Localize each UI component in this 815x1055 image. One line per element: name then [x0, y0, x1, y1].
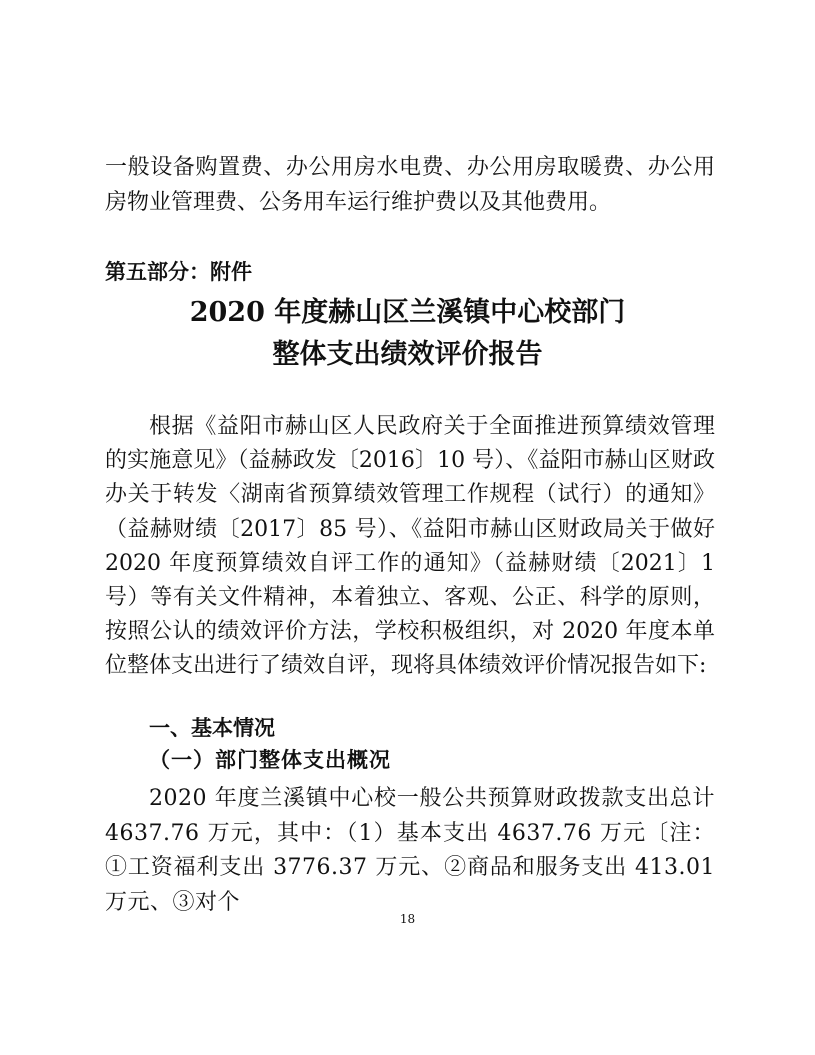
basis-paragraph: 根据《益阳市赫山区人民政府关于全面推进预算绩效管理的实施意见》（益赫政发〔2016〕10 号）、《益阳市赫山区财政办关于转发〈湖南省预算绩效管理工作规程（试行）的通知》（益赫财绩〔2017〕85 号）、《益阳市赫山区财政局关于做好 2020 年度预算绩效自评工作的通知》（益赫财绩〔2021〕1 号）等有关文件精神，本着独立、客观、公正、科学的原则，按照公认的绩效评价方法，学校积极组织，对 2020 年度本单位整体支出进行了绩效自评，现将具体绩效评价情况报告如下: — [105, 414, 715, 679]
intro-continuation-paragraph: 一般设备购置费、办公用房水电费、办公用房取暖费、办公用房物业管理费、公务用车运行维护费以及其他费用。 — [105, 155, 715, 215]
document-title-line-2: 整体支出绩效评价报告 — [272, 339, 543, 370]
part-heading: 第五部分：附件 — [105, 260, 252, 284]
page-number: 18 — [399, 912, 416, 926]
section-heading-basic-info: 一、基本情况 — [149, 716, 275, 740]
subsection-heading-overview: （一）部门整体支出概况 — [149, 747, 391, 772]
document-title — [0, 292, 815, 376]
document-title-line-1: 2020 年度赫山区兰溪镇中心校部门 — [189, 297, 626, 328]
overview-paragraph: 2020 年度兰溪镇中心校一般公共预算财政拨款支出总计 4637.76 万元，其中：（1）基本支出 4637.76 万元〔注：①工资福利支出 3776.37 万元、②商品和服务支出 413.01 万元、③对个 — [105, 786, 715, 915]
